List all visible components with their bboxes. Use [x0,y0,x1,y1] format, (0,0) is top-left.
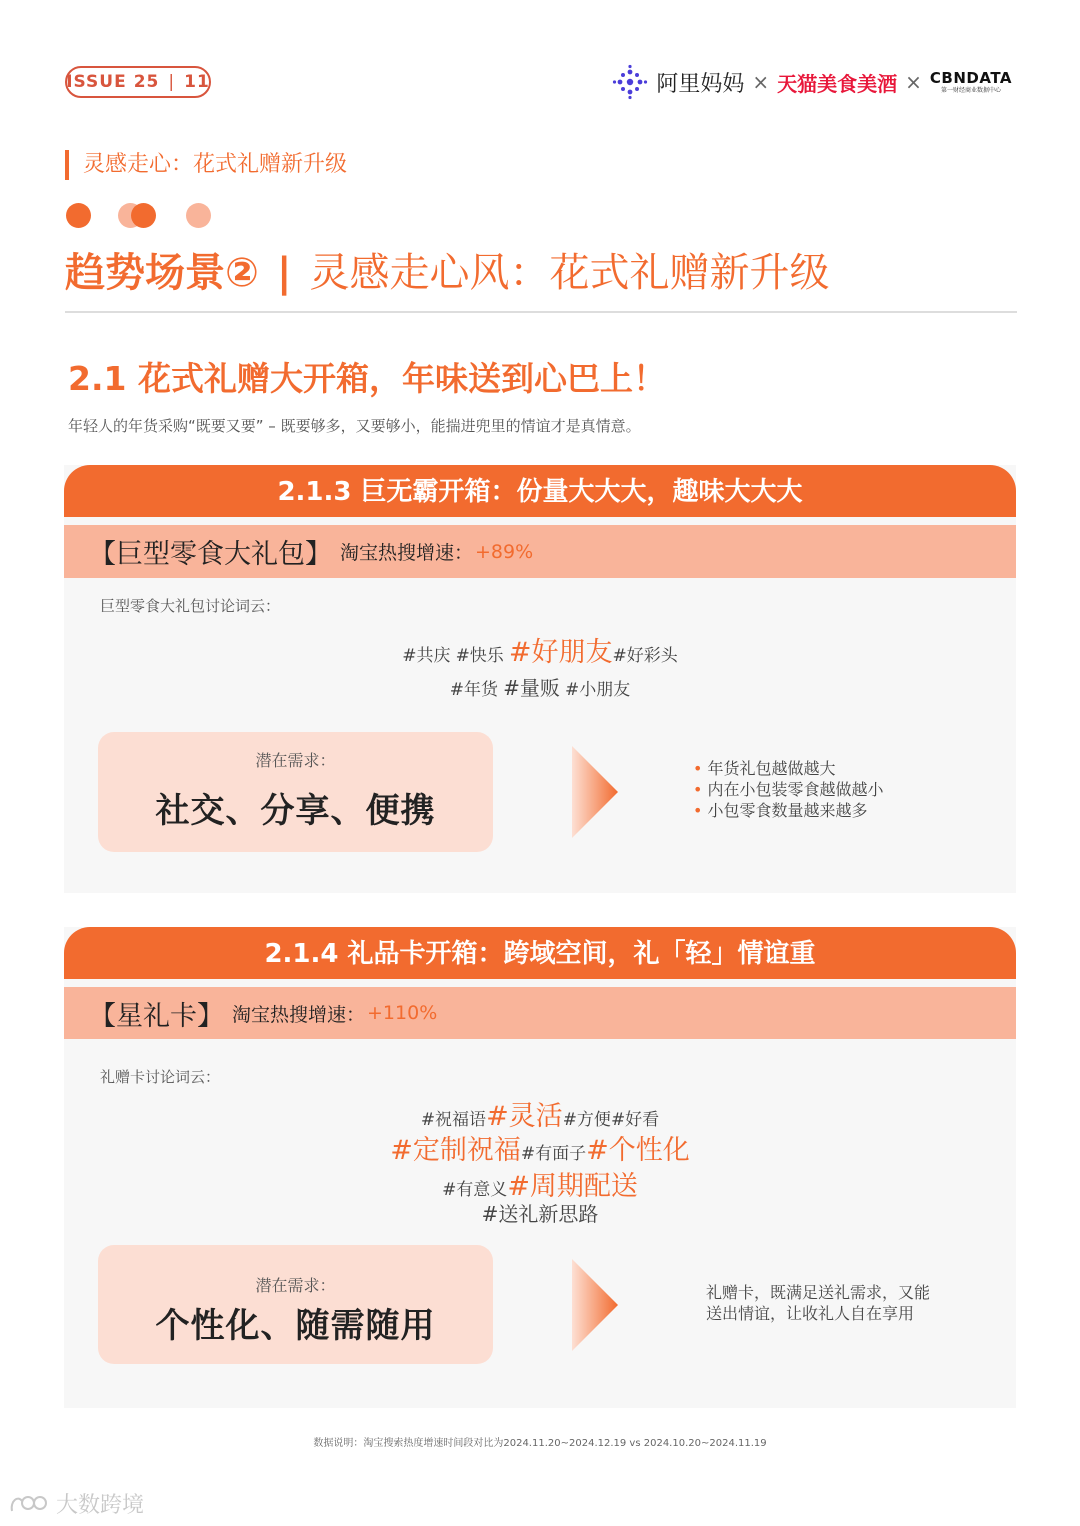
subsection-description: 年轻人的年货采购“既要又要” – 既要够多，又要够小，能揣进兜里的情谊才是真情意。 [68,417,641,435]
alimama-logo-icon [612,64,648,100]
product-name: 【巨型零食大礼包】 [89,539,332,570]
arrow-right-icon [572,746,618,838]
cloud-word: #快乐 [455,646,504,666]
watermark [8,1488,144,1519]
brand-cbndata-sub: 第一财经商业数据中心 [940,86,1001,94]
cloud-word: #好看 [610,1110,660,1130]
divider [65,311,1017,313]
subsection-title: 2.1 花式礼赠大开箱，年味送到心巴上！ [68,359,666,398]
card-product-row [64,525,1016,578]
cloud-word: #有面子 [520,1144,587,1164]
decor-dot [66,203,91,228]
brand-alimama: 阿里妈妈 [656,71,745,97]
cloud-word-highlight: #好朋友 [508,637,613,668]
cloud-word: #小朋友 [564,680,631,700]
decor-dot [131,203,156,228]
decor-dot [186,203,211,228]
brand-separator: × [752,70,770,94]
need-box [98,1245,493,1364]
watermark-text: 大数跨境 [56,1493,145,1518]
cloud-word-highlight: #个性化 [586,1135,690,1166]
insight-note [706,1282,930,1324]
insight-note-line: 礼赠卡，既满足送礼需求，又能 [706,1283,931,1302]
word-cloud-line [0,1128,1080,1167]
brand-cbndata [929,68,1012,94]
cloud-word: #有意义 [442,1180,508,1200]
brand-separator: × [905,70,922,94]
product-name: 【星礼卡】 [89,1000,224,1032]
page-title-prefix: 趋势场景② [65,250,259,296]
page-title-bar: | [276,250,292,296]
page-number: 11 [184,72,210,92]
need-box [98,732,493,852]
search-label: 淘宝热搜增速： [232,1003,366,1026]
search-label: 淘宝热搜增速： [340,542,474,564]
insight-item: • 内在小包装零食越做越小 [693,779,884,800]
word-cloud-line [0,672,1080,701]
data-note: 数据说明：淘宝搜索热度增速时间段对比为2024.11.20~2024.12.19 vs 2024.10.20~2024.11.19 [313,1438,767,1449]
watermark-logo-icon [8,1491,52,1517]
insight-item: • 年货礼包越做越大 [693,758,884,779]
cloud-word: #送礼新思路 [481,1202,599,1226]
insight-note-line: 送出情谊，让收礼人自在享用 [706,1304,915,1323]
arrow-right-icon [572,1259,618,1351]
insight-list [693,758,884,821]
need-value: 个性化、随需随用 [155,1306,436,1346]
page-title-suffix: 灵感走心风：花式礼赠新升级 [309,250,830,296]
card-title: 2.1.3 巨无霸开箱：份量大大大，趣味大大大 [64,465,1016,517]
cloud-word-highlight: #周期配送 [507,1171,638,1202]
insight-item: • 小包零食数量越来越多 [693,800,884,821]
word-cloud-line [0,1198,1080,1227]
search-growth-rate: +110% [367,1002,438,1024]
word-cloud-label: 巨型零食大礼包讨论词云： [100,597,281,615]
brand-cbndata-name: CBNDATA [929,68,1012,87]
cloud-word: #好彩头 [612,646,678,666]
cloud-word-highlight: #灵活 [486,1101,563,1132]
need-label: 潜在需求： [255,1276,336,1295]
issue-label: ISSUE [66,72,127,92]
cloud-word: #共庆 [402,646,451,666]
card-title: 2.1.4 礼品卡开箱：跨域空间，礼「轻」情谊重 [64,927,1016,979]
issue-number: 25 [133,72,160,92]
cloud-word-highlight: #定制祝福 [390,1135,521,1166]
cloud-word: #方便 [562,1110,611,1130]
card-product-row [64,987,1016,1039]
brand-tmall: 天猫美食美酒 [777,71,898,96]
need-value: 社交、分享、便携 [155,791,436,831]
brand-logos [612,62,1012,102]
section-label: 灵感走心：花式礼赠新升级 [65,150,347,180]
cloud-word: #年货 [449,680,499,700]
cloud-word: #祝福语 [420,1110,487,1130]
word-cloud-label: 礼赠卡讨论词云： [100,1068,221,1086]
search-growth-rate: +89% [475,540,534,563]
page-title [65,245,829,301]
need-label: 潜在需求： [255,751,336,770]
issue-badge: ISSUE 25 | 11 [65,66,211,98]
cloud-word: #量贩 [503,676,560,700]
word-cloud-line [0,630,1080,669]
